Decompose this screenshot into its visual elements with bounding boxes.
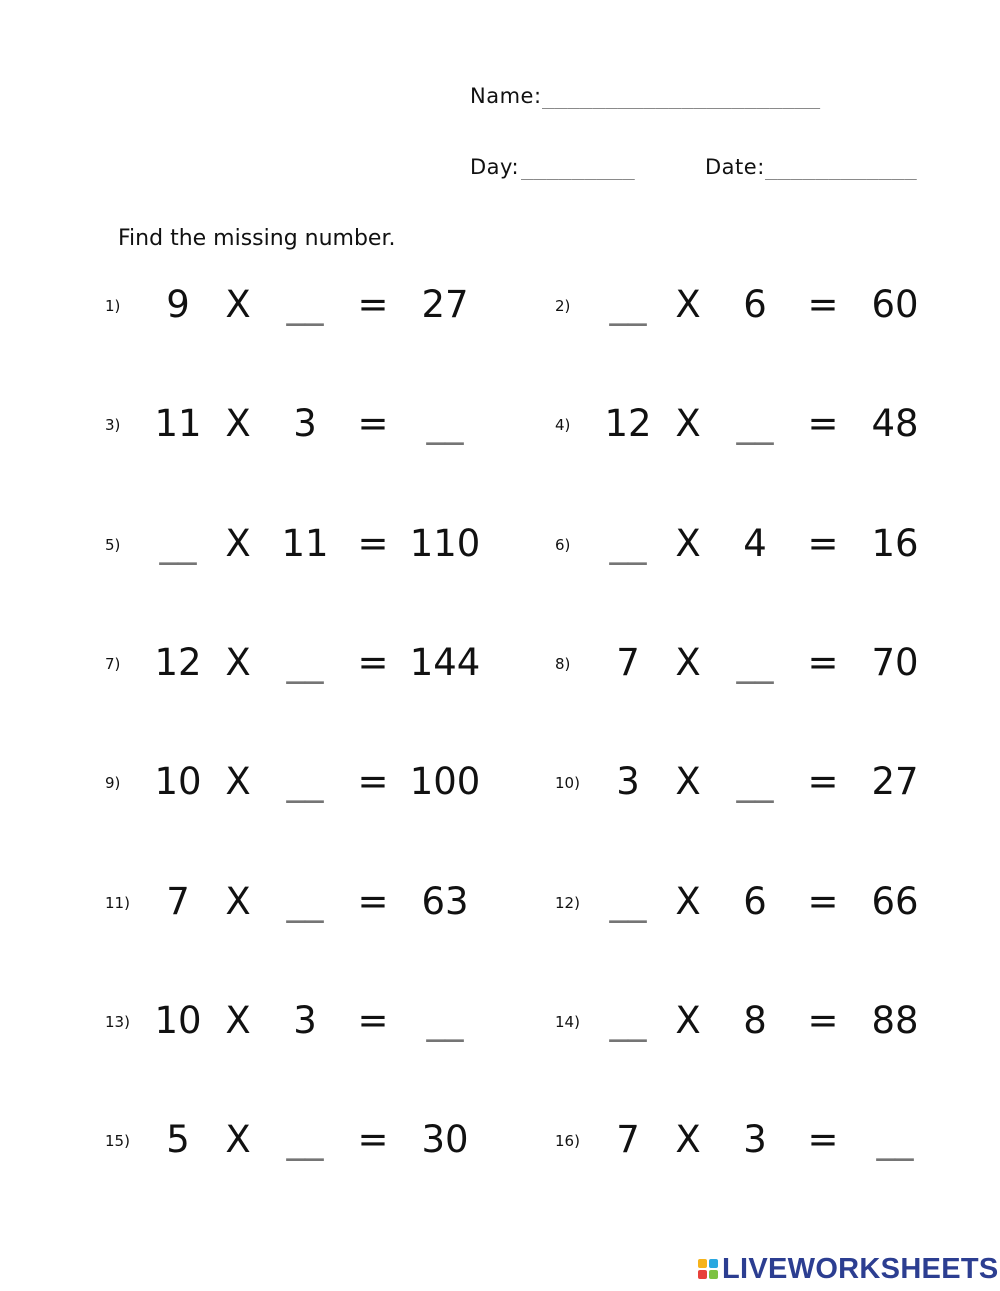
problem-3	[105, 402, 505, 452]
factor-b: 6	[743, 283, 767, 326]
logo-text: LIVEWORKSHEETS	[722, 1252, 999, 1285]
day-label: Day:	[470, 155, 520, 179]
problem-number: 1)	[105, 297, 121, 315]
factor-b: 3	[743, 1118, 767, 1161]
problem-6	[555, 522, 955, 572]
answer-input[interactable]	[727, 402, 783, 446]
times-sign: X	[675, 880, 701, 923]
equals-sign: =	[357, 760, 389, 803]
equals-sign: =	[807, 760, 839, 803]
problem-14	[555, 999, 955, 1049]
answer-input[interactable]	[600, 880, 656, 924]
problem-8	[555, 641, 955, 691]
times-sign: X	[225, 283, 251, 326]
problem-1	[105, 283, 505, 333]
product: 27	[421, 283, 469, 326]
times-sign: X	[225, 641, 251, 684]
equals-sign: =	[807, 641, 839, 684]
problem-number: 5)	[105, 536, 121, 554]
product: 66	[871, 880, 919, 923]
times-sign: X	[675, 1118, 701, 1161]
problem-11	[105, 880, 505, 930]
equals-sign: =	[807, 999, 839, 1042]
equals-sign: =	[357, 522, 389, 565]
answer-input[interactable]	[727, 641, 783, 685]
factor-a: 9	[166, 283, 190, 326]
factor-b: 3	[293, 999, 317, 1042]
problem-number: 15)	[105, 1132, 130, 1150]
product: 16	[871, 522, 919, 565]
product: 88	[871, 999, 919, 1042]
problem-number: 4)	[555, 416, 571, 434]
times-sign: X	[225, 999, 251, 1042]
problem-number: 9)	[105, 774, 121, 792]
problem-number: 8)	[555, 655, 571, 673]
factor-a: 10	[154, 760, 202, 803]
times-sign: X	[675, 522, 701, 565]
factor-a: 5	[166, 1118, 190, 1161]
times-sign: X	[675, 283, 701, 326]
equals-sign: =	[357, 402, 389, 445]
times-sign: X	[225, 522, 251, 565]
problem-number: 14)	[555, 1013, 580, 1031]
problem-9	[105, 760, 505, 810]
product: 110	[409, 522, 481, 565]
instruction: Find the missing number.	[118, 226, 396, 251]
times-sign: X	[225, 880, 251, 923]
times-sign: X	[675, 402, 701, 445]
factor-a: 7	[616, 1118, 640, 1161]
factor-a: 7	[616, 641, 640, 684]
equals-sign: =	[357, 999, 389, 1042]
answer-input[interactable]	[600, 522, 656, 566]
equals-sign: =	[807, 283, 839, 326]
product: 27	[871, 760, 919, 803]
factor-b: 11	[281, 522, 329, 565]
product: 100	[409, 760, 481, 803]
factor-b: 8	[743, 999, 767, 1042]
date-input[interactable]	[765, 156, 950, 180]
problem-5	[105, 522, 505, 572]
date-label: Date:	[705, 155, 765, 179]
problem-number: 11)	[105, 894, 130, 912]
answer-input[interactable]	[277, 880, 333, 924]
answer-input[interactable]	[727, 760, 783, 804]
equals-sign: =	[807, 1118, 839, 1161]
times-sign: X	[225, 760, 251, 803]
times-sign: X	[225, 1118, 251, 1161]
problem-15	[105, 1118, 505, 1168]
product: 30	[421, 1118, 469, 1161]
problem-12	[555, 880, 955, 930]
problem-number: 16)	[555, 1132, 580, 1150]
factor-a: 10	[154, 999, 202, 1042]
factor-b: 3	[293, 402, 317, 445]
times-sign: X	[675, 760, 701, 803]
answer-input[interactable]	[277, 641, 333, 685]
times-sign: X	[225, 402, 251, 445]
product: 144	[409, 641, 481, 684]
equals-sign: =	[357, 283, 389, 326]
equals-sign: =	[357, 880, 389, 923]
times-sign: X	[675, 641, 701, 684]
logo-blocks-icon	[698, 1259, 718, 1279]
answer-input[interactable]	[277, 760, 333, 804]
name-input[interactable]	[542, 85, 877, 109]
factor-a: 12	[604, 402, 652, 445]
factor-a: 12	[154, 641, 202, 684]
problem-16	[555, 1118, 955, 1168]
problem-7	[105, 641, 505, 691]
factor-a: 11	[154, 402, 202, 445]
answer-input[interactable]	[867, 1118, 923, 1162]
problem-10	[555, 760, 955, 810]
problem-number: 13)	[105, 1013, 130, 1031]
problem-number: 2)	[555, 297, 571, 315]
answer-input[interactable]	[417, 999, 473, 1043]
equals-sign: =	[807, 522, 839, 565]
factor-b: 6	[743, 880, 767, 923]
times-sign: X	[675, 999, 701, 1042]
factor-a: 7	[166, 880, 190, 923]
day-input[interactable]	[521, 156, 661, 180]
equals-sign: =	[357, 641, 389, 684]
answer-input[interactable]	[150, 522, 206, 566]
product: 48	[871, 402, 919, 445]
problem-number: 10)	[555, 774, 580, 792]
problem-4	[555, 402, 955, 452]
equals-sign: =	[807, 402, 839, 445]
answer-input[interactable]	[600, 283, 656, 327]
answer-input[interactable]	[600, 999, 656, 1043]
factor-b: 4	[743, 522, 767, 565]
problem-13	[105, 999, 505, 1049]
problem-2	[555, 283, 955, 333]
answer-input[interactable]	[277, 1118, 333, 1162]
problem-number: 6)	[555, 536, 571, 554]
name-label: Name:	[470, 84, 542, 108]
factor-a: 3	[616, 760, 640, 803]
equals-sign: =	[357, 1118, 389, 1161]
problem-number: 3)	[105, 416, 121, 434]
problem-number: 12)	[555, 894, 580, 912]
answer-input[interactable]	[277, 283, 333, 327]
product: 70	[871, 641, 919, 684]
answer-input[interactable]	[417, 402, 473, 446]
liveworksheets-logo	[698, 1252, 999, 1286]
product: 60	[871, 283, 919, 326]
equals-sign: =	[807, 880, 839, 923]
product: 63	[421, 880, 469, 923]
problem-number: 7)	[105, 655, 121, 673]
